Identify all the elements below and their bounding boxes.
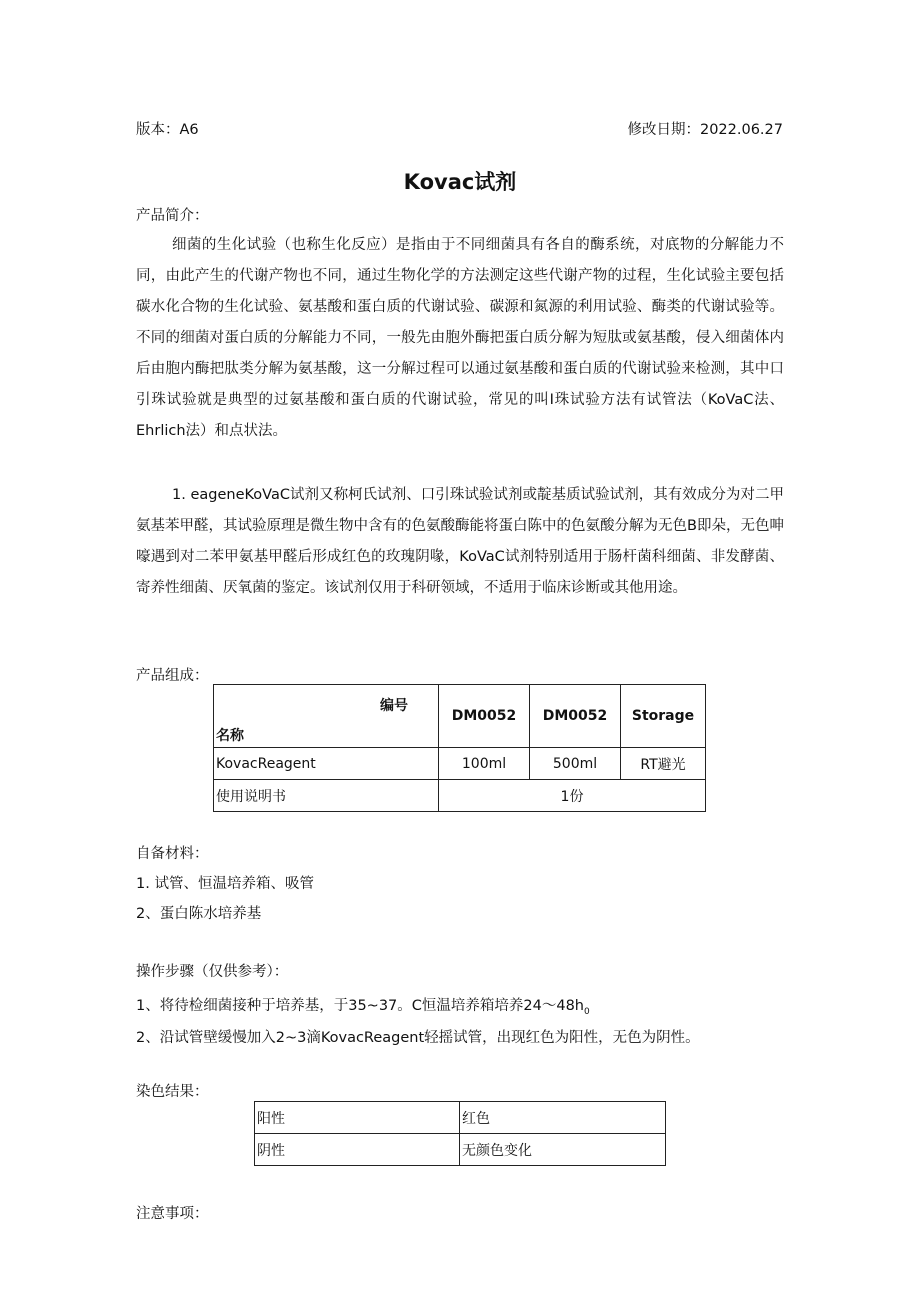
results-heading: 染色结果： bbox=[136, 1084, 209, 1100]
table-cell: 无颜色变化 bbox=[460, 1134, 666, 1166]
steps-heading: 操作步骤（仅供参考）： bbox=[136, 964, 289, 980]
table-cell: 阳性 bbox=[255, 1102, 460, 1134]
col-header: DM0052 bbox=[439, 685, 530, 748]
corner-name-label: 名称 bbox=[216, 728, 244, 744]
results-table bbox=[254, 1101, 666, 1166]
version-label: 版本：A6 bbox=[136, 122, 199, 138]
step-item: 1、将待检细菌接种于培养基，于35~37。C恒温培养箱培养$24\sim 48h_0$ bbox=[136, 998, 590, 1017]
table-cell: 500ml bbox=[530, 748, 621, 780]
step-item: 2、沿试管壁缓慢加入2~3滴KovacReagent轻摇试管，出现红色为阳性，无色为阴性。 bbox=[136, 1030, 700, 1046]
table-cell: 100ml bbox=[439, 748, 530, 780]
page-title: Kovac试剂 bbox=[403, 170, 517, 194]
intro-paragraph: 细菌的生化试验（也称生化反应）是指由于不同细菌具有各自的酶系统，对底物的分解能力不同，由此产生的代谢产物也不同，通过生物化学的方法测定这些代谢产物的过程，生化试验主要包括碳水化合物的生化试验、氨基酸和蛋白质的代谢试验、碳源和氮源的利用试验、酶类的代谢试验等。不同的细菌对蛋白质的分解能力不同，一般先由胞外酶把蛋白质分解为短肽或氨基酸，侵入细菌体内后由胞内酶把肽类分解为氨基酸，这一分解过程可以通过氨基酸和蛋白质的代谢试验来检测，其中口引珠试验就是典型的过氨基酸和蛋白质的代谢试验，常见的叫Ⅰ珠试验方法有试管法（KoVaC法、Ehrlich法）和点状法。 bbox=[136, 237, 784, 439]
description-paragraph: 1. eageneKoVaC试剂又称柯氏试剂、口引珠试验试剂或靛基质试验试剂，其有效成分为对二甲氨基苯甲醛，其试验原理是微生物中含有的色氨酸酶能将蛋白陈中的色氨酸分解为无色B即朵，无色呻嚎遇到对二苯甲氨基甲醛后形成红色的玫瑰阴喙，KoVaC试剂特别适用于肠杆菌科细菌、非发酵菌、寄养性细菌、厌氧菌的鉴定。该试剂仅用于科研领域，不适用于临床诊断或其他用途。 bbox=[136, 487, 784, 596]
table-cell: RT避光 bbox=[621, 748, 706, 780]
composition-table bbox=[213, 684, 706, 812]
intro-heading: 产品简介： bbox=[136, 208, 209, 224]
composition-heading: 产品组成： bbox=[136, 668, 209, 684]
corner-code-label: 编号 bbox=[380, 698, 408, 714]
table-cell: KovacReagent bbox=[214, 748, 439, 780]
corner-header bbox=[214, 685, 439, 748]
col-header: DM0052 bbox=[530, 685, 621, 748]
revision-date: 修改日期：2022.06.27 bbox=[627, 122, 783, 138]
table-cell: 阴性 bbox=[255, 1134, 460, 1166]
notes-heading: 注意事项： bbox=[136, 1206, 209, 1222]
table-cell: 使用说明书 bbox=[214, 780, 439, 812]
materials-heading: 自备材料： bbox=[136, 846, 209, 862]
table-cell: 1份 bbox=[439, 780, 706, 812]
table-cell: 红色 bbox=[460, 1102, 666, 1134]
material-item: 2、蛋白陈水培养基 bbox=[136, 906, 262, 922]
col-header: Storage bbox=[621, 685, 706, 748]
material-item: 1. 试管、恒温培养箱、吸管 bbox=[136, 876, 314, 892]
